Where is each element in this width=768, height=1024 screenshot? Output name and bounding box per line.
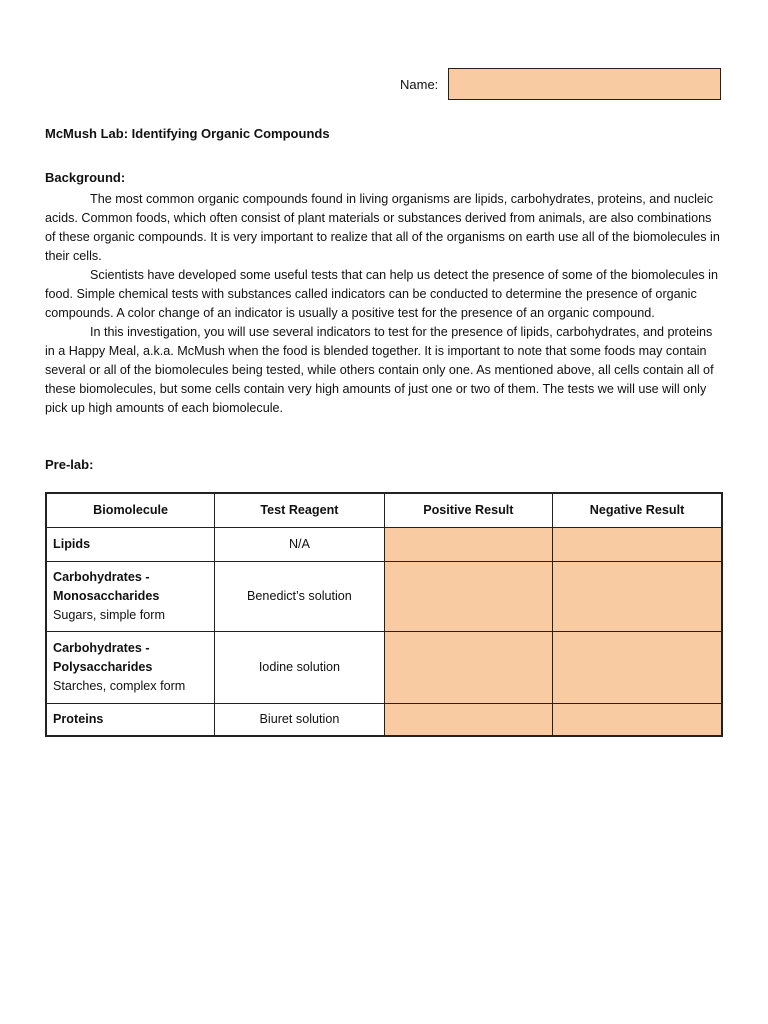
- reagent-cell: N/A: [215, 527, 384, 561]
- name-input[interactable]: [448, 68, 721, 100]
- table-row: [46, 527, 722, 561]
- biomolecule-cell: [46, 561, 215, 631]
- biomolecule-name: Carbohydrates -: [53, 640, 150, 655]
- positive-result-input[interactable]: [384, 631, 552, 703]
- biomolecule-cell: [46, 631, 215, 703]
- table-row: [46, 631, 722, 703]
- column-header-negative-result: Negative Result: [553, 493, 722, 527]
- background-heading: Background:: [45, 170, 126, 185]
- biomolecule-subtype: Monosaccharides: [53, 588, 160, 603]
- biomolecule-cell: [46, 527, 215, 561]
- prelab-table: [45, 492, 723, 737]
- positive-result-input[interactable]: [384, 561, 552, 631]
- positive-result-input[interactable]: [384, 527, 552, 561]
- column-header-biomolecule: Biomolecule: [46, 493, 215, 527]
- name-row: [0, 68, 768, 102]
- reagent-cell: Benedict’s solution: [215, 561, 384, 631]
- biomolecule-description: Sugars, simple form: [53, 607, 165, 622]
- negative-result-input[interactable]: [553, 561, 722, 631]
- background-paragraph-3: In this investigation, you will use several indicators to test for the presence of lipids, carbohydrates, and proteins in a Happy Meal, a.k.a. McMush when the food is blended together. It is important to note that some foods may contain several or all of the biomolecules being tested, while others contain only one. As mentioned above, all cells contain all of these biomolecules, but some cells contain very high amounts of just one or two of them. The tests we will use will only pick up high amounts of each biomolecule.: [45, 325, 714, 415]
- biomolecule-name: Proteins: [53, 711, 104, 726]
- background-text: [45, 190, 725, 418]
- reagent-cell: Iodine solution: [215, 631, 384, 703]
- background-paragraph-1: The most common organic compounds found in living organisms are lipids, carbohydrates, proteins, and nucleic acids. Common foods, which often consist of plant materials or substances derived from animals, are also combinations of these organic compounds. It is very important to realize that all of the organisms on earth use all of the biomolecules in their cells.: [45, 192, 720, 263]
- name-label: Name:: [400, 77, 439, 92]
- biomolecule-name: Carbohydrates -: [53, 569, 150, 584]
- page-title: McMush Lab: Identifying Organic Compounds: [45, 126, 330, 141]
- table-header-row: [46, 493, 722, 527]
- background-paragraph-2: Scientists have developed some useful tests that can help us detect the presence of some of the biomolecules in food. Simple chemical tests with substances called indicators can be conducted to determine the presence of organic compounds. A color change of an indicator is usually a positive test for the presence of an organic compound.: [45, 268, 718, 320]
- prelab-heading: Pre-lab:: [45, 457, 94, 472]
- negative-result-input[interactable]: [553, 703, 722, 736]
- column-header-test-reagent: Test Reagent: [215, 493, 384, 527]
- table-row: [46, 561, 722, 631]
- column-header-positive-result: Positive Result: [384, 493, 552, 527]
- biomolecule-description: Starches, complex form: [53, 678, 186, 693]
- negative-result-input[interactable]: [553, 527, 722, 561]
- biomolecule-cell: [46, 703, 215, 736]
- biomolecule-name: Lipids: [53, 536, 91, 551]
- biomolecule-subtype: Polysaccharides: [53, 659, 153, 674]
- negative-result-input[interactable]: [553, 631, 722, 703]
- table-row: [46, 703, 722, 736]
- positive-result-input[interactable]: [384, 703, 552, 736]
- reagent-cell: Biuret solution: [215, 703, 384, 736]
